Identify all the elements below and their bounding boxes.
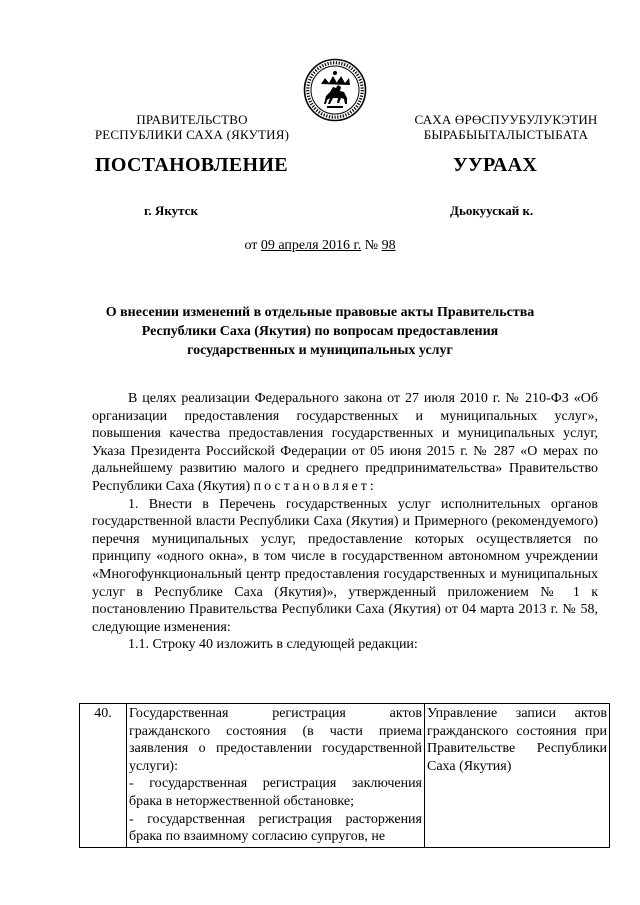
subject-line: О внесении изменений в отдельные правовые акты Правительства <box>105 305 535 320</box>
row-number: 40. <box>80 704 127 848</box>
government-label-sah: САХА ӨРӨСПУУБУЛУКЭТИН <box>414 112 598 127</box>
date-line <box>0 238 640 254</box>
paragraph-preamble <box>92 390 598 496</box>
decree-word: постановляет: <box>253 478 377 494</box>
service-cell <box>127 704 425 848</box>
number-value: 98 <box>381 238 396 253</box>
service-main: Государственная регистрация актов гражданского состояния (в части приема заявления о предоставлении государственной услуги): <box>129 706 422 774</box>
subject-line: государственных и муниципальных услуг <box>187 343 453 358</box>
government-label: ПРАВИТЕЛЬСТВО <box>136 112 248 127</box>
paragraph-item-1: 1. Внести в Перечень государственных услуг исполнительных органов государственной власти Республики Саха (Якутия) и Примерного (рекомендуемого) перечня муниципальных услуг, предоставление которых осуществляется по принципу «одного окна», в том числе в государственном автономном учреждении «Многофункциональный центр предоставления государственных и муниципальных услуг в Республике Саха (Якутия)», утвержденный приложением № 1 к постановлению Правительства Республики Саха (Якутия) от 04 марта 2013 г. № 58, следующие изменения: <box>92 496 598 635</box>
preamble-text: В целях реализации Федерального закона от 27 июля 2010 г. № 210-ФЗ «Об организации предоставления государственных и муниципальных услуг», повышения качества предоставления государственных и муниципальных услуг, Указа Президента Российской Федерации от 05 июня 2015 г. № 287 «О мерах по дальнейшему развитию малого и среднего предпринимательства» Правительство Республики Саха (Якутия) <box>92 391 598 494</box>
service-item: - государственная регистрация расторжения брака по взаимному согласию супругов, не <box>129 811 422 845</box>
header-right <box>392 112 620 142</box>
city-ru: г. Якутск <box>144 203 198 218</box>
subject-line: Республики Саха (Якутия) по вопросам предоставления <box>141 324 499 339</box>
doc-type-ru: ПОСТАНОВЛЕНИЕ <box>95 154 288 176</box>
republic-label: РЕСПУБЛИКИ САХА (ЯКУТИЯ) <box>94 127 290 142</box>
services-table <box>79 703 610 848</box>
city-sah: Дьокуускай к. <box>450 203 534 218</box>
number-label: № <box>361 238 382 253</box>
date-prefix: от <box>244 238 261 253</box>
table-row <box>80 704 610 848</box>
document-body <box>92 390 598 654</box>
header-left <box>92 112 292 142</box>
date-value: 09 апреля 2016 г. <box>260 238 362 253</box>
paragraph-item-1-1: 1.1. Строку 40 изложить в следующей редакции: <box>128 637 418 653</box>
service-item: - государственная регистрация заключения брака в неторжественной обстановке; <box>129 776 422 809</box>
republic-label-sah: БЫРАБЫЫТАЛЫСТЫБАТА <box>423 127 589 142</box>
yakutia-coat-of-arms-icon <box>303 58 367 122</box>
doc-type-sah: УУРААХ <box>453 154 538 176</box>
document-subject <box>100 303 540 360</box>
organization-cell: Управление записи актов гражданского состояния при Правительстве Республики Саха (Якутия) <box>425 704 610 848</box>
